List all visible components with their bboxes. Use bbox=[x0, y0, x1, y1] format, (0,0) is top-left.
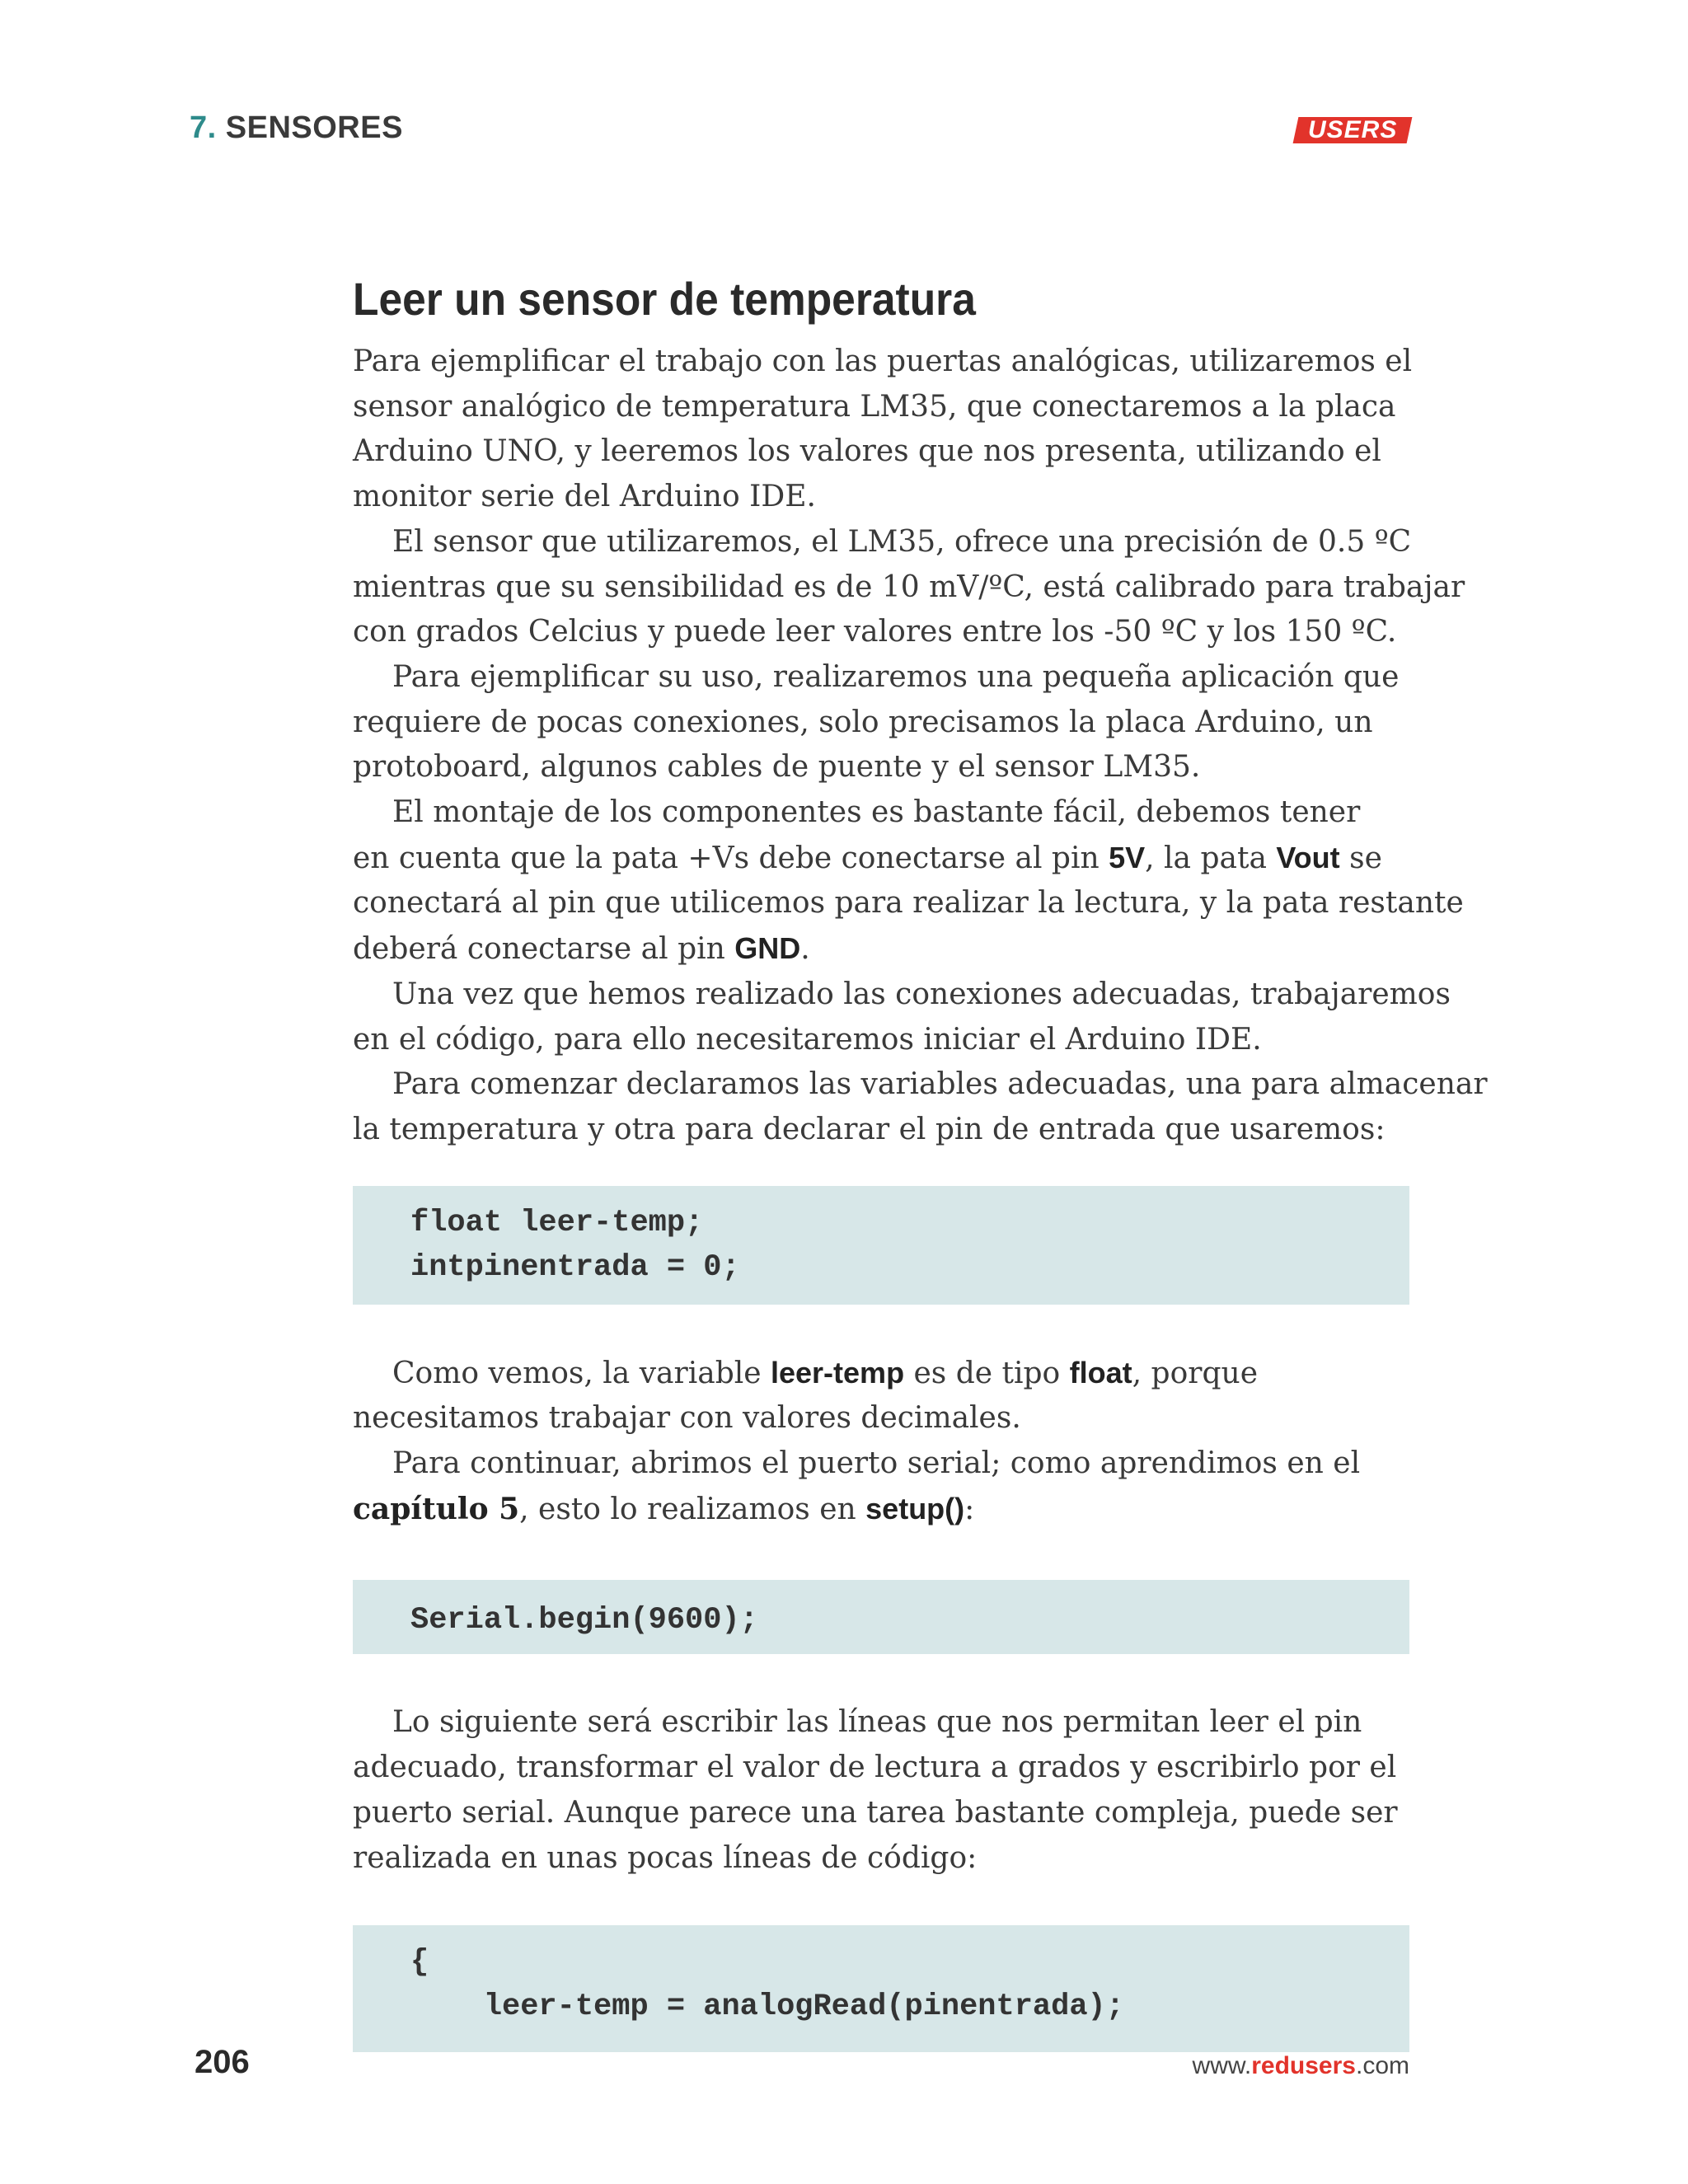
chapter-ref: capítulo 5 bbox=[353, 1491, 520, 1526]
code-line: leer-temp = analogRead(pinentrada); bbox=[410, 1990, 1124, 2025]
text-run: Como vemos, la variable bbox=[392, 1356, 771, 1390]
text-run: red bbox=[1251, 2052, 1290, 2079]
paragraph-line: necesitamos trabajar con valores decimales. bbox=[353, 1401, 1021, 1436]
pin-vout: Vout bbox=[1276, 840, 1340, 874]
paragraph-line: la temperatura y otra para declarar el pin de entrada que usaremos: bbox=[353, 1112, 1386, 1146]
type-float: float bbox=[1069, 1355, 1132, 1390]
paragraph-line: requiere de pocas conexiones, solo precisamos la placa Arduino, un bbox=[353, 705, 1373, 739]
paragraph-line: conectará al pin que utilicemos para realizar la lectura, y la pata restante bbox=[353, 886, 1464, 921]
code-block bbox=[353, 1925, 1409, 2052]
paragraph-line: Lo siguiente será escribir las líneas que nos permitan leer el pin bbox=[392, 1705, 1362, 1740]
paragraph-line: con grados Celcius y puede leer valores entre los -50 ºC y los 150 ºC. bbox=[353, 615, 1397, 649]
code-block bbox=[353, 1580, 1409, 1654]
paragraph-line: Para comenzar declaramos las variables adecuadas, una para almacenar bbox=[392, 1067, 1488, 1102]
text-run: , la pata bbox=[1145, 841, 1277, 875]
users-logo bbox=[1293, 117, 1413, 143]
text-run: www. bbox=[1192, 2052, 1252, 2079]
func-setup: setup() bbox=[865, 1491, 965, 1526]
text-run: se bbox=[1339, 841, 1382, 875]
paragraph-line: mientras que su sensibilidad es de 10 mV/ºC, está calibrado para trabajar bbox=[353, 569, 1465, 604]
paragraph-line: puerto serial. Aunque parece una tarea bastante compleja, puede ser bbox=[353, 1795, 1398, 1830]
text-run: .com bbox=[1355, 2052, 1409, 2079]
code-line: { bbox=[410, 1945, 429, 1980]
code-line: Serial.begin(9600); bbox=[410, 1603, 758, 1638]
code-block bbox=[353, 1186, 1409, 1305]
logo-text: USERS bbox=[1307, 116, 1398, 143]
paragraph-line: Una vez que hemos realizado las conexiones adecuadas, trabajaremos bbox=[392, 977, 1451, 1011]
site-url bbox=[1193, 2052, 1409, 2080]
page-number: 206 bbox=[195, 2044, 250, 2080]
paragraph-line: Para continuar, abrimos el puerto serial; como aprendimos en el bbox=[392, 1446, 1361, 1481]
paragraph-line: El sensor que utilizaremos, el LM35, ofrece una precisión de 0.5 ºC bbox=[392, 524, 1412, 559]
paragraph-line bbox=[353, 1351, 1409, 1397]
text-run: en cuenta que la pata +Vs debe conectarse al pin bbox=[353, 841, 1109, 875]
paragraph-line bbox=[353, 926, 1409, 972]
chapter-title: SENSORES bbox=[225, 110, 403, 145]
chapter-header bbox=[190, 110, 403, 146]
text-run: : bbox=[964, 1492, 975, 1526]
text-run: , esto lo realizamos en bbox=[519, 1492, 866, 1526]
paragraph-line: Para ejemplificar su uso, realizaremos una pequeña aplicación que bbox=[392, 659, 1400, 694]
paragraph-line bbox=[353, 836, 1409, 882]
paragraph-line: Arduino UNO, y leeremos los valores que nos presenta, utilizando el bbox=[353, 434, 1381, 469]
paragraph-line: monitor serie del Arduino IDE. bbox=[353, 480, 816, 514]
code-line: float leer-temp; bbox=[410, 1205, 704, 1240]
text-run: deberá conectarse al pin bbox=[353, 932, 735, 967]
text-run: es de tipo bbox=[904, 1356, 1070, 1390]
paragraph-line: en el código, para ello necesitaremos iniciar el Arduino IDE. bbox=[353, 1022, 1262, 1057]
paragraph-line: protoboard, algunos cables de puente y el sensor LM35. bbox=[353, 750, 1201, 785]
pin-5v: 5V bbox=[1109, 840, 1146, 874]
chapter-number: 7. bbox=[190, 110, 217, 145]
paragraph-line: Para ejemplificar el trabajo con las puertas analógicas, utilizaremos el bbox=[353, 344, 1413, 378]
var-leer-temp: leer-temp bbox=[771, 1355, 905, 1390]
paragraph-line bbox=[353, 1487, 1409, 1533]
paragraph-line: sensor analógico de temperatura LM35, que conectaremos a la placa bbox=[353, 389, 1396, 424]
main-content bbox=[353, 264, 1488, 2052]
section-title: Leer un sensor de temperatura bbox=[353, 273, 976, 325]
paragraph-line: adecuado, transformar el valor de lectura a grados y escribirlo por el bbox=[353, 1750, 1397, 1785]
text-run: . bbox=[800, 932, 810, 967]
text-run: users bbox=[1289, 2052, 1356, 2079]
paragraph-line: El montaje de los componentes es bastante fácil, debemos tener bbox=[392, 795, 1361, 830]
text-run: , porque bbox=[1132, 1356, 1259, 1390]
paragraph-line: realizada en unas pocas líneas de código: bbox=[353, 1840, 978, 1875]
code-line: intpinentrada = 0; bbox=[410, 1249, 740, 1285]
pin-gnd: GND bbox=[734, 931, 801, 966]
